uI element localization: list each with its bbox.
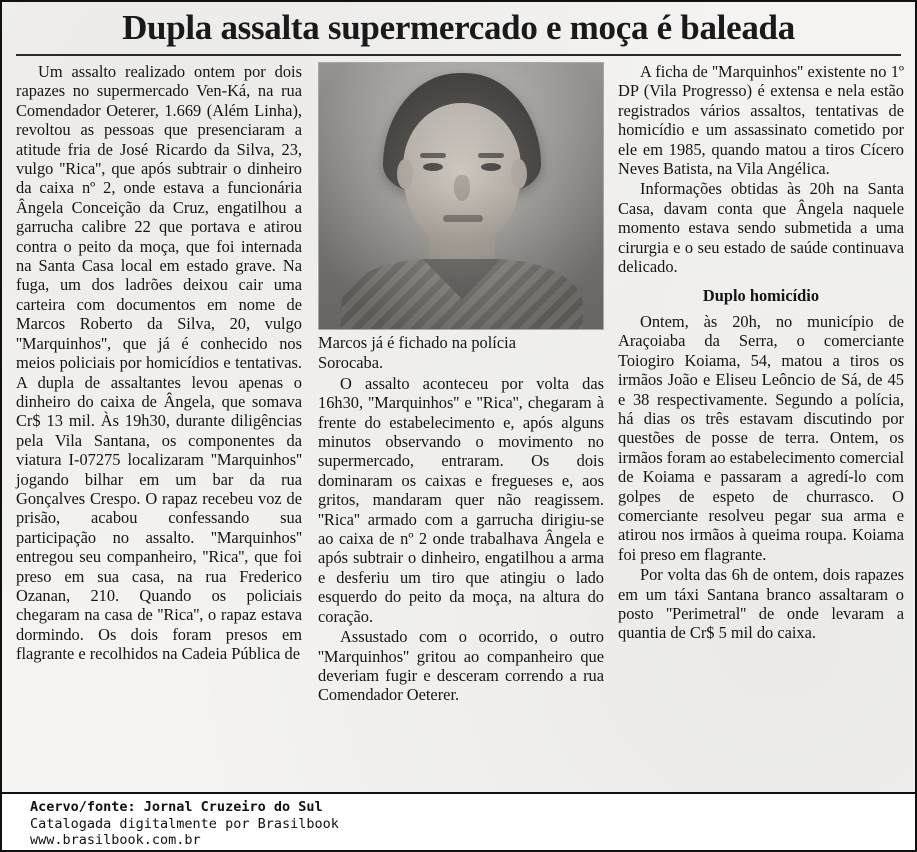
source-footer bbox=[2, 792, 915, 850]
column-two bbox=[318, 62, 604, 782]
paragraph: Assustado com o ocorrido, o outro ''Marquinhos'' gritou ao companheiro que deveriam fugir e desceram correndo a rua Comendador Oeterer. bbox=[318, 627, 604, 705]
paragraph: Informações obtidas às 20h na Santa Casa, davam conta que Ângela naquele momento estava sendo submetida a uma cirurgia e o seu estado de saúde continuava delicado. bbox=[618, 179, 904, 277]
headline-divider bbox=[16, 54, 901, 56]
section-subheading: Duplo homicídio bbox=[702, 286, 820, 306]
article-columns bbox=[16, 62, 904, 782]
paragraph: Por volta das 6h de ontem, dois rapazes em um táxi Santana branco assaltaram o posto ''Perimetral'' de onde levaram a quantia de Cr$ 5 mil do caixa. bbox=[618, 565, 904, 643]
column-one bbox=[16, 62, 302, 782]
photo-grain bbox=[319, 63, 603, 329]
photo-caption: Marcos já é fichado na polícia bbox=[318, 333, 516, 352]
paragraph: A ficha de ''Marquinhos'' existente no 1º DP (Vila Progresso) é extensa e nela estão registrados vários assaltos, tentativas de homicídio e um assassinato cometido por ele em 1985, quando matou a tiros Cícero Neves Batista, na Vila Angélica. bbox=[618, 62, 904, 179]
paragraph: O assalto aconteceu por volta das 16h30, ''Marquinhos'' e ''Rica'', chegaram à frente do estabelecimento e, após alguns minutos observando o movimento no supermercado, entraram. Os dois dominaram os caixas e fregueses e, aos gritos, mandaram quer não reagissem. ''Rica'' armado com a garrucha dirigiu-se ao caixa de nº 2 onde trabalhava Ângela e após subtrair o dinheiro, engatilhou a arma e desferiu um tiro que atingiu o lado esquerdo do peito da moça, na altura do coração. bbox=[318, 373, 604, 626]
portrait-photo bbox=[318, 62, 604, 330]
clipping-image bbox=[2, 2, 915, 792]
page-title: Dupla assalta supermercado e moça é baleada bbox=[122, 8, 795, 47]
column-three bbox=[618, 62, 904, 782]
footer-source-line: Acervo/fonte: Jornal Cruzeiro do Sul bbox=[30, 799, 323, 815]
paragraph: Sorocaba. bbox=[318, 353, 384, 373]
paragraph: Ontem, às 20h, no município de Araçoiaba da Serra, o comerciante Toiogiro Koiama, 54, matou a tiros os irmãos João e Eliseu Leôncio de Sá, de 45 e 38 respectivamente. Segundo a polícia, há dias os três estavam discutindo por questões de posse de terra. Ontem, os irmãos foram ao estabelecimento comercial de Koiama e passaram a agredí-lo com golpes de espeto de churrasco. O comerciante resolveu pegar sua arma e atirou nos irmãos à queima roupa. Koiama foi preso em flagrante. bbox=[618, 311, 904, 564]
footer-catalog-line: Catalogada digitalmente por Brasilbook bbox=[30, 815, 339, 832]
footer-website-line: www.brasilbook.com.br bbox=[30, 832, 201, 849]
paragraph: Um assalto realizado ontem por dois rapazes no supermercado Ven-Ká, na rua Comendador Oeterer, 1.669 (Além Linha), revoltou as pessoas que presenciaram a atitude fria de José Ricardo da Silva, 23, vulgo ''Rica'', que após subtrair o dinheiro da caixa nº 2, onde estava a funcionária Ângela Conceição da Cruz, engatilhou a garrucha calibre 22 que portava e atirou contra o peito da moça, que foi internada na Santa Casa local em estado grave. Na fuga, um dos ladrões deixou cair uma carteira com documentos em nome de Marcos Roberto da Silva, 20, vulgo ''Marquinhos'', que já é conhecido nos meios policiais por homicídios e tentativas. A dupla de assaltantes levou apenas o dinheiro do caixa de Ângela, que somava Cr$ 13 mil. Às 19h30, durante diligências pela Vila Santana, os componentes da viatura I-07275 localizaram ''Marquinhos'' jogando bilhar em um bar da rua Gonçalves Crespo. O rapaz recebeu voz de prisão, acabou confessando sua participação no assalto. ''Marquinhos'' entregou seu companheiro, ''Rica'', que foi preso em sua casa, na rua Frederico Ozanan, 210. Quando os policiais chegaram na casa de ''Rica'', o rapaz estava dormindo. Os dois foram presos em flagrante e recolhidos na Cadeia Pública de bbox=[16, 62, 302, 664]
